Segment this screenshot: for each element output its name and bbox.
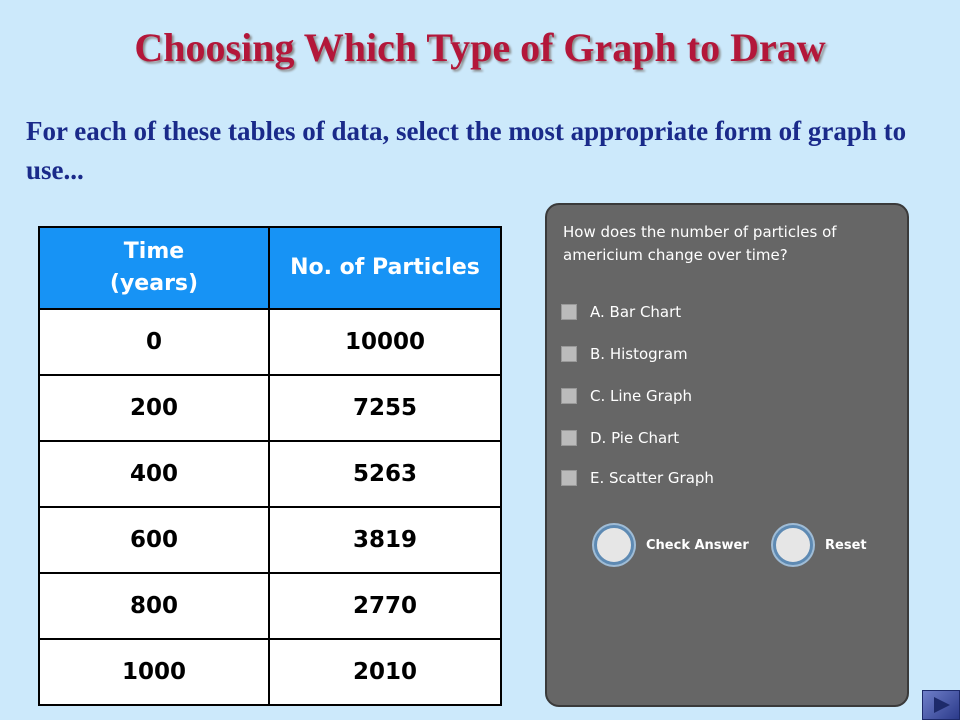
cell-time: 0 (39, 309, 269, 375)
cell-particles: 10000 (269, 309, 501, 375)
cell-particles: 3819 (269, 507, 501, 573)
quiz-panel (545, 203, 909, 707)
cell-particles: 5263 (269, 441, 501, 507)
table-row (39, 507, 501, 573)
next-slide-button[interactable] (922, 690, 960, 720)
option-label: C. Line Graph (590, 387, 693, 405)
table-row (39, 639, 501, 705)
option-checkbox[interactable] (561, 304, 577, 320)
option-label: A. Bar Chart (590, 303, 682, 321)
table-header-row (39, 227, 501, 309)
header-time (39, 227, 269, 309)
option-scatter-graph[interactable] (561, 469, 714, 487)
option-histogram[interactable] (561, 345, 688, 363)
cell-time: 800 (39, 573, 269, 639)
table-row (39, 573, 501, 639)
cell-time: 600 (39, 507, 269, 573)
cell-particles: 2010 (269, 639, 501, 705)
option-checkbox[interactable] (561, 346, 577, 362)
table-row (39, 309, 501, 375)
cell-time: 200 (39, 375, 269, 441)
check-answer-circle-icon[interactable] (594, 525, 634, 565)
option-checkbox[interactable] (561, 430, 577, 446)
reset-circle-icon[interactable] (773, 525, 813, 565)
option-checkbox[interactable] (561, 388, 577, 404)
table-row (39, 441, 501, 507)
option-label: B. Histogram (590, 345, 688, 363)
cell-particles: 2770 (269, 573, 501, 639)
reset-button[interactable] (773, 525, 867, 565)
cell-time: 1000 (39, 639, 269, 705)
data-table (38, 226, 502, 706)
cell-time: 400 (39, 441, 269, 507)
header-time-label: Time (years) (109, 239, 199, 296)
option-bar-chart[interactable] (561, 303, 681, 321)
option-pie-chart[interactable] (561, 429, 679, 447)
table-row (39, 375, 501, 441)
header-particles: No. of Particles (269, 227, 501, 309)
cell-particles: 7255 (269, 375, 501, 441)
option-checkbox[interactable] (561, 470, 577, 486)
option-line-graph[interactable] (561, 387, 692, 405)
check-answer-label: Check Answer (646, 537, 749, 553)
option-label: D. Pie Chart (590, 429, 680, 447)
instructions-text: For each of these tables of data, select the most appropriate form of graph to use... (26, 116, 907, 185)
option-label: E. Scatter Graph (590, 469, 714, 487)
quiz-question: How does the number of particles of americium change over time? (563, 223, 837, 264)
reset-label: Reset (825, 537, 867, 553)
page-title: Choosing Which Type of Graph to Draw (134, 25, 826, 70)
next-arrow-icon (923, 691, 959, 719)
check-answer-button[interactable] (594, 525, 749, 565)
